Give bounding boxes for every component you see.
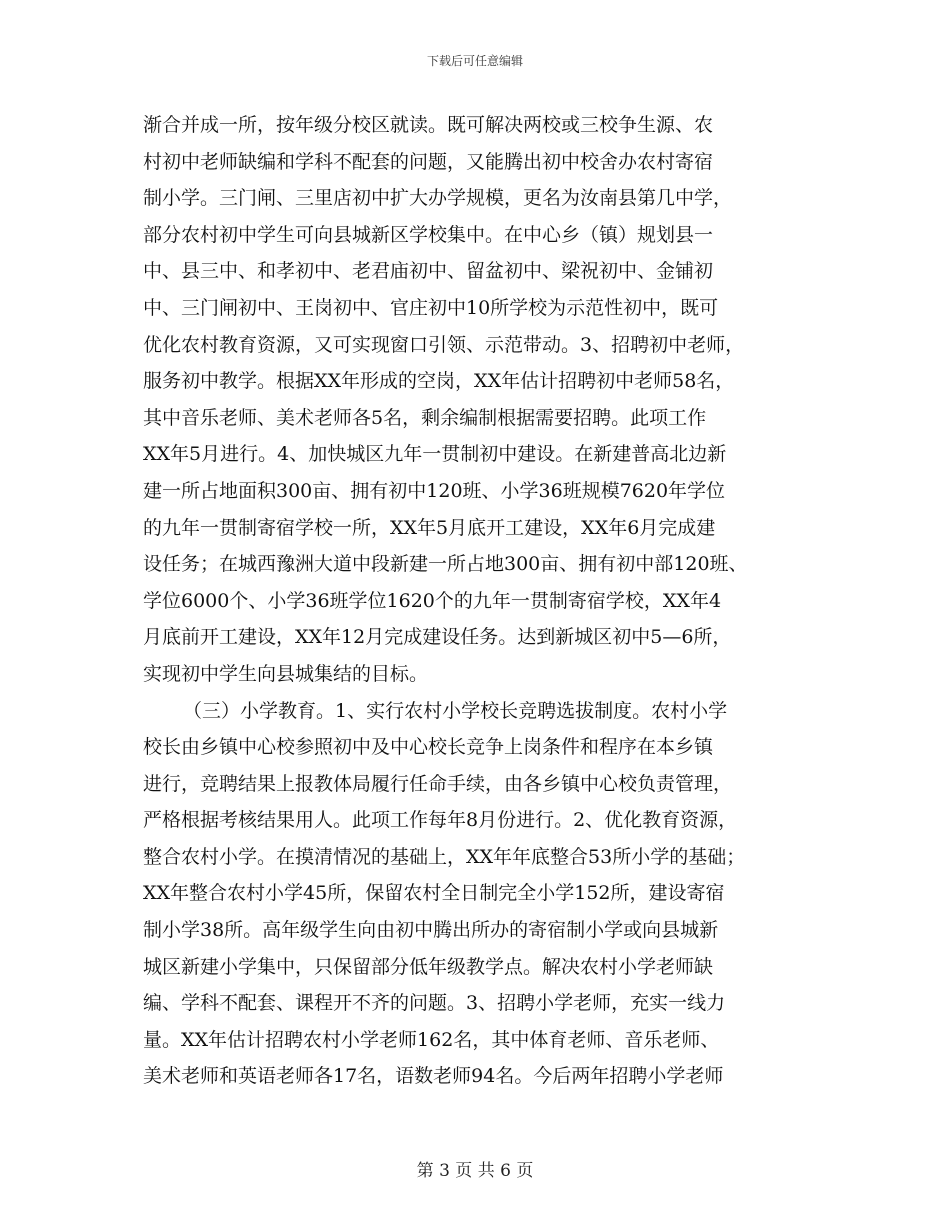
page-header: 下载后可任意编辑 — [426, 54, 523, 68]
section-heading-line: （三）小学教育。1、实行农村小学校长竞聘选拔制度。农村小学 — [183, 699, 728, 722]
body-line: 中、县三中、和孝初中、老君庙初中、留盆初中、梁祝初中、金铺初 — [143, 260, 714, 283]
body-line: 整合农村小学。在摸清情况的基础上，XX年年底整合53所小学的基础； — [143, 845, 746, 868]
body-line: 中、三门闸初中、王岗初中、官庄初中10所学校为示范性初中，既可 — [143, 296, 719, 319]
body-line: 村初中老师缺编和学科不配套的问题，又能腾出初中校舍办农村寄宿 — [143, 150, 714, 173]
body-line: 建一所占地面积300亩、拥有初中120班、小学36班规模7620年学位 — [143, 479, 726, 502]
body-line: 量。XX年估计招聘农村小学老师162名，其中体育老师、音乐老师、 — [143, 1028, 720, 1051]
body-line: 进行，竞聘结果上报教体局履行任命手续，由各乡镇中心校负责管理， — [143, 772, 733, 795]
body-line: 渐合并成一所，按年级分校区就读。既可解决两校或三校争生源、农 — [143, 114, 714, 136]
body-line: 学位6000个、小学36班学位1620个的九年一贯制寄宿学校，XX年4 — [143, 589, 722, 612]
body-line: 校长由乡镇中心校参照初中及中心校长竞争上岗条件和程序在本乡镇 — [143, 736, 714, 759]
body-line: 制小学。三门闸、三里店初中扩大办学规模，更名为汝南县第几中学， — [143, 187, 733, 210]
body-line: 实现初中学生向县城集结的目标。 — [143, 662, 429, 685]
body-line: 设任务；在城西豫洲大道中段新建一所占地300亩、拥有初中部120班、 — [143, 553, 748, 576]
page-footer: 第 3 页 共 6 页 — [416, 1161, 534, 1181]
body-line: 城区新建小学集中，只保留部分低年级教学点。解决农村小学老师缺 — [143, 955, 714, 978]
document-body — [143, 107, 823, 1095]
body-line: 美术老师和英语老师各17名，语数老师94名。今后两年招聘小学老师 — [143, 1065, 724, 1088]
body-line: XX年整合农村小学45所，保留农村全日制完全小学152所，建设寄宿 — [143, 882, 725, 905]
body-line: 部分农村初中学生可向县城新区学校集中。在中心乡（镇）规划县一 — [143, 223, 714, 246]
body-line: 月底前开工建设，XX年12月完成建设任务。达到新城区初中5—6所， — [143, 626, 732, 649]
body-line: 编、学科不配套、课程开不齐的问题。3、招聘小学老师，充实一线力 — [143, 992, 726, 1015]
body-line: 服务初中教学。根据XX年形成的空岗，XX年估计招聘初中老师58名， — [143, 370, 735, 393]
body-line: 的九年一贯制寄宿学校一所，XX年5月底开工建设，XX年6月完成建 — [143, 516, 716, 539]
body-line: 制小学38所。高年级学生向由初中腾出所办的寄宿制小学或向县城新 — [143, 919, 719, 942]
body-line: 其中音乐老师、美术老师各5名，剩余编制根据需要招聘。此项工作 — [143, 406, 707, 429]
body-line: 优化农村教育资源，又可实现窗口引领、示范带动。3、招聘初中老师， — [143, 333, 745, 356]
body-line: XX年5月进行。4、加快城区九年一贯制初中建设。在新建普高北边新 — [143, 443, 727, 466]
body-line: 严格根据考核结果用人。此项工作每年8月份进行。2、优化教育资源， — [143, 809, 738, 832]
